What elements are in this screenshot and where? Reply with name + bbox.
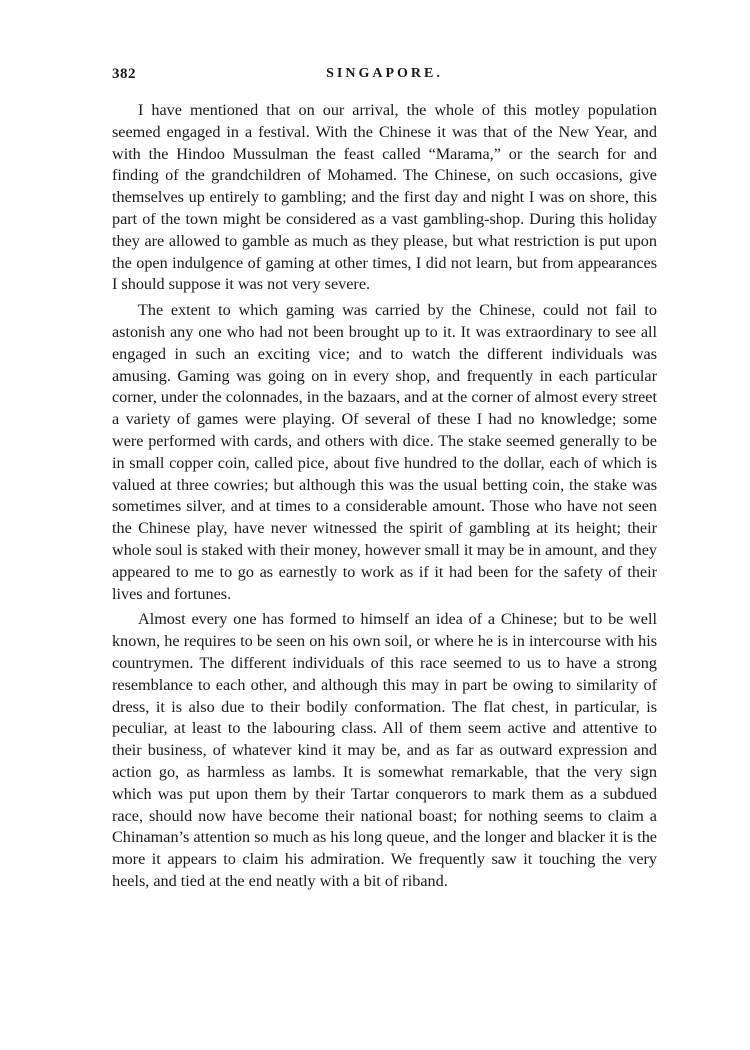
- paragraph-gaming: The extent to which gaming was carried by the Chinese, could not fail to astonish any one who had not been brought up to it. It was extraordinary to see all engaged in such an exciting vice; and to watch the different individuals was amusing. Gaming was going on in every shop, and frequently in each particular corner, under the colonnades, in the bazaars, and at the corner of almost every street a variety of games were playing. Of several of these I had no knowledge; some were performed with cards, and others with dice. The stake seemed generally to be in small copper coin, called pice, about five hundred to the dollar, each of which is valued at three cowries; but although this was the usual betting coin, the stake was sometimes silver, and at times to a considerable amount. Those who have not seen the Chinese play, have never witnessed the spirit of gambling at its height; their whole soul is staked with their money, however small it may be in amount, and they appeared to me to go as earnestly to work as if it had been for the safety of their lives and fortunes.: [112, 301, 657, 603]
- paragraph-festival: I have mentioned that on our arrival, the whole of this motley population seemed engaged in a festival. With the Chinese it was that of the New Year, and with the Hindoo Mussulman the feast called “Marama,” or the search for and finding of the grandchildren of Mohamed. The Chinese, on such occasions, give themselves up entirely to gambling; and the first day and night I was on shore, this part of the town might be considered as a vast gambling-shop. During this holiday they are allowed to gamble as much as they please, but what restriction is put upon the open indulgence of gaming at other times, I did not learn, but from appearances I should suppose it was not very severe.: [112, 101, 657, 294]
- page-number: 382: [112, 66, 136, 82]
- paragraph-chinese-character: Almost every one has formed to himself an idea of a Chinese; but to be well known, he requires to be seen on his own soil, or where he is in intercourse with his countrymen. The different individuals of this race seemed to us to have a strong resemblance to each other, and although this may in part be owing to similarity of dress, it is also due to their bodily conformation. The flat chest, in particular, is peculiar, at least to the labouring class. All of them seem active and attentive to their business, of whatever kind it may be, and as far as outward expression and action go, as harmless as lambs. It is somewhat remarkable, that the very sign which was put upon them by their Tartar conquerors to mark them as a subdued race, should now have become their national boast; for nothing seems to claim a Chinaman’s attention so much as his long queue, and the longer and blacker it is the more it appears to claim his admiration. We frequently saw it touching the very heels, and tied at the end neatly with a bit of riband.: [112, 610, 657, 890]
- running-title: SINGAPORE.: [326, 66, 443, 81]
- body-text: [112, 100, 657, 893]
- running-head: [112, 66, 657, 88]
